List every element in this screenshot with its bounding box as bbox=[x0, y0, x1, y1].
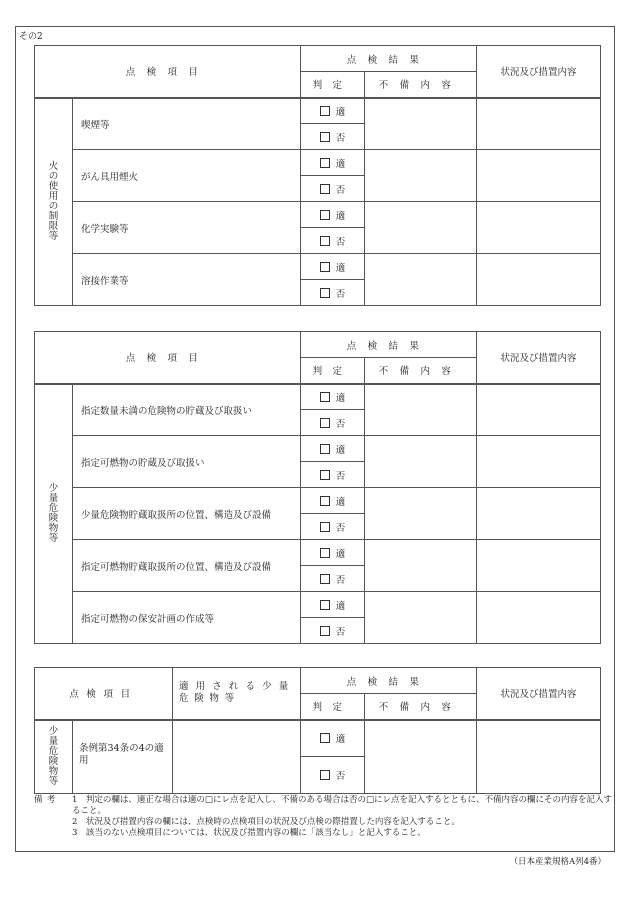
judge-ok-checkbox[interactable]: 適 bbox=[301, 98, 365, 124]
category-fire-use: 火の使用の制限等 bbox=[35, 98, 73, 306]
defect-field[interactable] bbox=[365, 150, 477, 202]
item-chemistry-experiment: 化学実験等 bbox=[73, 202, 301, 254]
item-toy-fireworks: がん具用煙火 bbox=[73, 150, 301, 202]
header-status: 状況及び措置内容 bbox=[477, 46, 601, 98]
status-field[interactable] bbox=[477, 384, 601, 436]
header-inspection-item: 点検項目 bbox=[35, 46, 301, 98]
header-result: 点検結果 bbox=[301, 668, 477, 694]
status-field[interactable] bbox=[477, 98, 601, 150]
header-status: 状況及び措置内容 bbox=[477, 332, 601, 384]
category-small-hazmat: 少量危険物等 bbox=[35, 384, 73, 644]
status-field[interactable] bbox=[477, 592, 601, 644]
judge-ng-checkbox[interactable]: 否 bbox=[301, 176, 365, 202]
judge-ok-checkbox[interactable]: 適 bbox=[301, 592, 365, 618]
note-2: 2 状況及び措置内容の欄には、点検時の点検項目の状況及び点検の際措置した内容を記入すること。 bbox=[72, 817, 460, 827]
status-field[interactable] bbox=[477, 488, 601, 540]
header-defect: 不備内容 bbox=[365, 358, 477, 384]
judge-ng-checkbox[interactable]: 否 bbox=[301, 124, 365, 150]
item-welding: 溶接作業等 bbox=[73, 254, 301, 306]
status-field[interactable] bbox=[477, 254, 601, 306]
judge-ok-checkbox[interactable]: 適 bbox=[301, 150, 365, 176]
item-hazmat-facility: 少量危険物貯蔵取扱所の位置、構造及び設備 bbox=[73, 488, 301, 540]
judge-ng-checkbox[interactable]: 否 bbox=[301, 514, 365, 540]
fire-use-table bbox=[34, 45, 601, 306]
status-field[interactable] bbox=[477, 540, 601, 592]
defect-field[interactable] bbox=[365, 488, 477, 540]
header-defect: 不備内容 bbox=[365, 694, 477, 720]
item-ordinance-34-4: 条例第34条の4の適用 bbox=[73, 720, 173, 794]
header-result: 点検結果 bbox=[301, 332, 477, 358]
judge-ng-checkbox[interactable]: 否 bbox=[301, 757, 365, 794]
judge-ok-checkbox[interactable]: 適 bbox=[301, 436, 365, 462]
status-field[interactable] bbox=[477, 436, 601, 488]
judge-ok-checkbox[interactable]: 適 bbox=[301, 254, 365, 280]
ordinance-table bbox=[34, 667, 601, 794]
header-inspection-item: 点検項目 bbox=[35, 332, 301, 384]
judge-ok-checkbox[interactable]: 適 bbox=[301, 720, 365, 757]
judge-ng-checkbox[interactable]: 否 bbox=[301, 280, 365, 306]
status-field[interactable] bbox=[477, 720, 601, 794]
status-field[interactable] bbox=[477, 202, 601, 254]
item-combustible-facility: 指定可燃物貯蔵取扱所の位置、構造及び設備 bbox=[73, 540, 301, 592]
note-1: 1 判定の欄は、適正な場合は適の□にレ点を記入し、不備のある場合は否の□にレ点を記入するとともに、不備内容の欄にその内容を記入すること。 bbox=[72, 795, 612, 816]
defect-field[interactable] bbox=[365, 202, 477, 254]
defect-field[interactable] bbox=[365, 98, 477, 150]
paper-standard: （日本産業規格A列4番） bbox=[509, 857, 606, 867]
defect-field[interactable] bbox=[365, 592, 477, 644]
small-hazmat-table bbox=[34, 331, 601, 644]
header-defect: 不備内容 bbox=[365, 72, 477, 98]
judge-ok-checkbox[interactable]: 適 bbox=[301, 202, 365, 228]
defect-field[interactable] bbox=[365, 540, 477, 592]
header-status: 状況及び措置内容 bbox=[477, 668, 601, 720]
judge-ok-checkbox[interactable]: 適 bbox=[301, 540, 365, 566]
notes-heading: 備考 bbox=[34, 795, 60, 805]
page-label: その2 bbox=[19, 32, 43, 42]
defect-field[interactable] bbox=[365, 254, 477, 306]
item-combustible-storage: 指定可燃物の貯蔵及び取扱い bbox=[73, 436, 301, 488]
judge-ok-checkbox[interactable]: 適 bbox=[301, 488, 365, 514]
defect-field[interactable] bbox=[365, 436, 477, 488]
header-applicable: 適用される少量危険物等 bbox=[173, 668, 301, 720]
header-judgement: 判定 bbox=[301, 358, 365, 384]
header-result: 点検結果 bbox=[301, 46, 477, 72]
note-3: 3 該当のない点検項目については、状況及び措置内容の欄に「該当なし」と記入すること。 bbox=[72, 828, 426, 838]
defect-field[interactable] bbox=[365, 384, 477, 436]
item-smoking: 喫煙等 bbox=[73, 98, 301, 150]
judge-ng-checkbox[interactable]: 否 bbox=[301, 228, 365, 254]
judge-ng-checkbox[interactable]: 否 bbox=[301, 410, 365, 436]
item-hazmat-storage: 指定数量未満の危険物の貯蔵及び取扱い bbox=[73, 384, 301, 436]
header-judgement: 判定 bbox=[301, 72, 365, 98]
judge-ng-checkbox[interactable]: 否 bbox=[301, 618, 365, 644]
item-safety-plan: 指定可燃物の保安計画の作成等 bbox=[73, 592, 301, 644]
judge-ng-checkbox[interactable]: 否 bbox=[301, 566, 365, 592]
status-field[interactable] bbox=[477, 150, 601, 202]
judge-ok-checkbox[interactable]: 適 bbox=[301, 384, 365, 410]
header-judgement: 判定 bbox=[301, 694, 365, 720]
category-small-hazmat: 少量危険物等 bbox=[35, 720, 73, 794]
defect-field[interactable] bbox=[365, 720, 477, 794]
applicable-field[interactable] bbox=[173, 720, 301, 794]
judge-ng-checkbox[interactable]: 否 bbox=[301, 462, 365, 488]
header-inspection-item: 点検項目 bbox=[35, 668, 173, 720]
